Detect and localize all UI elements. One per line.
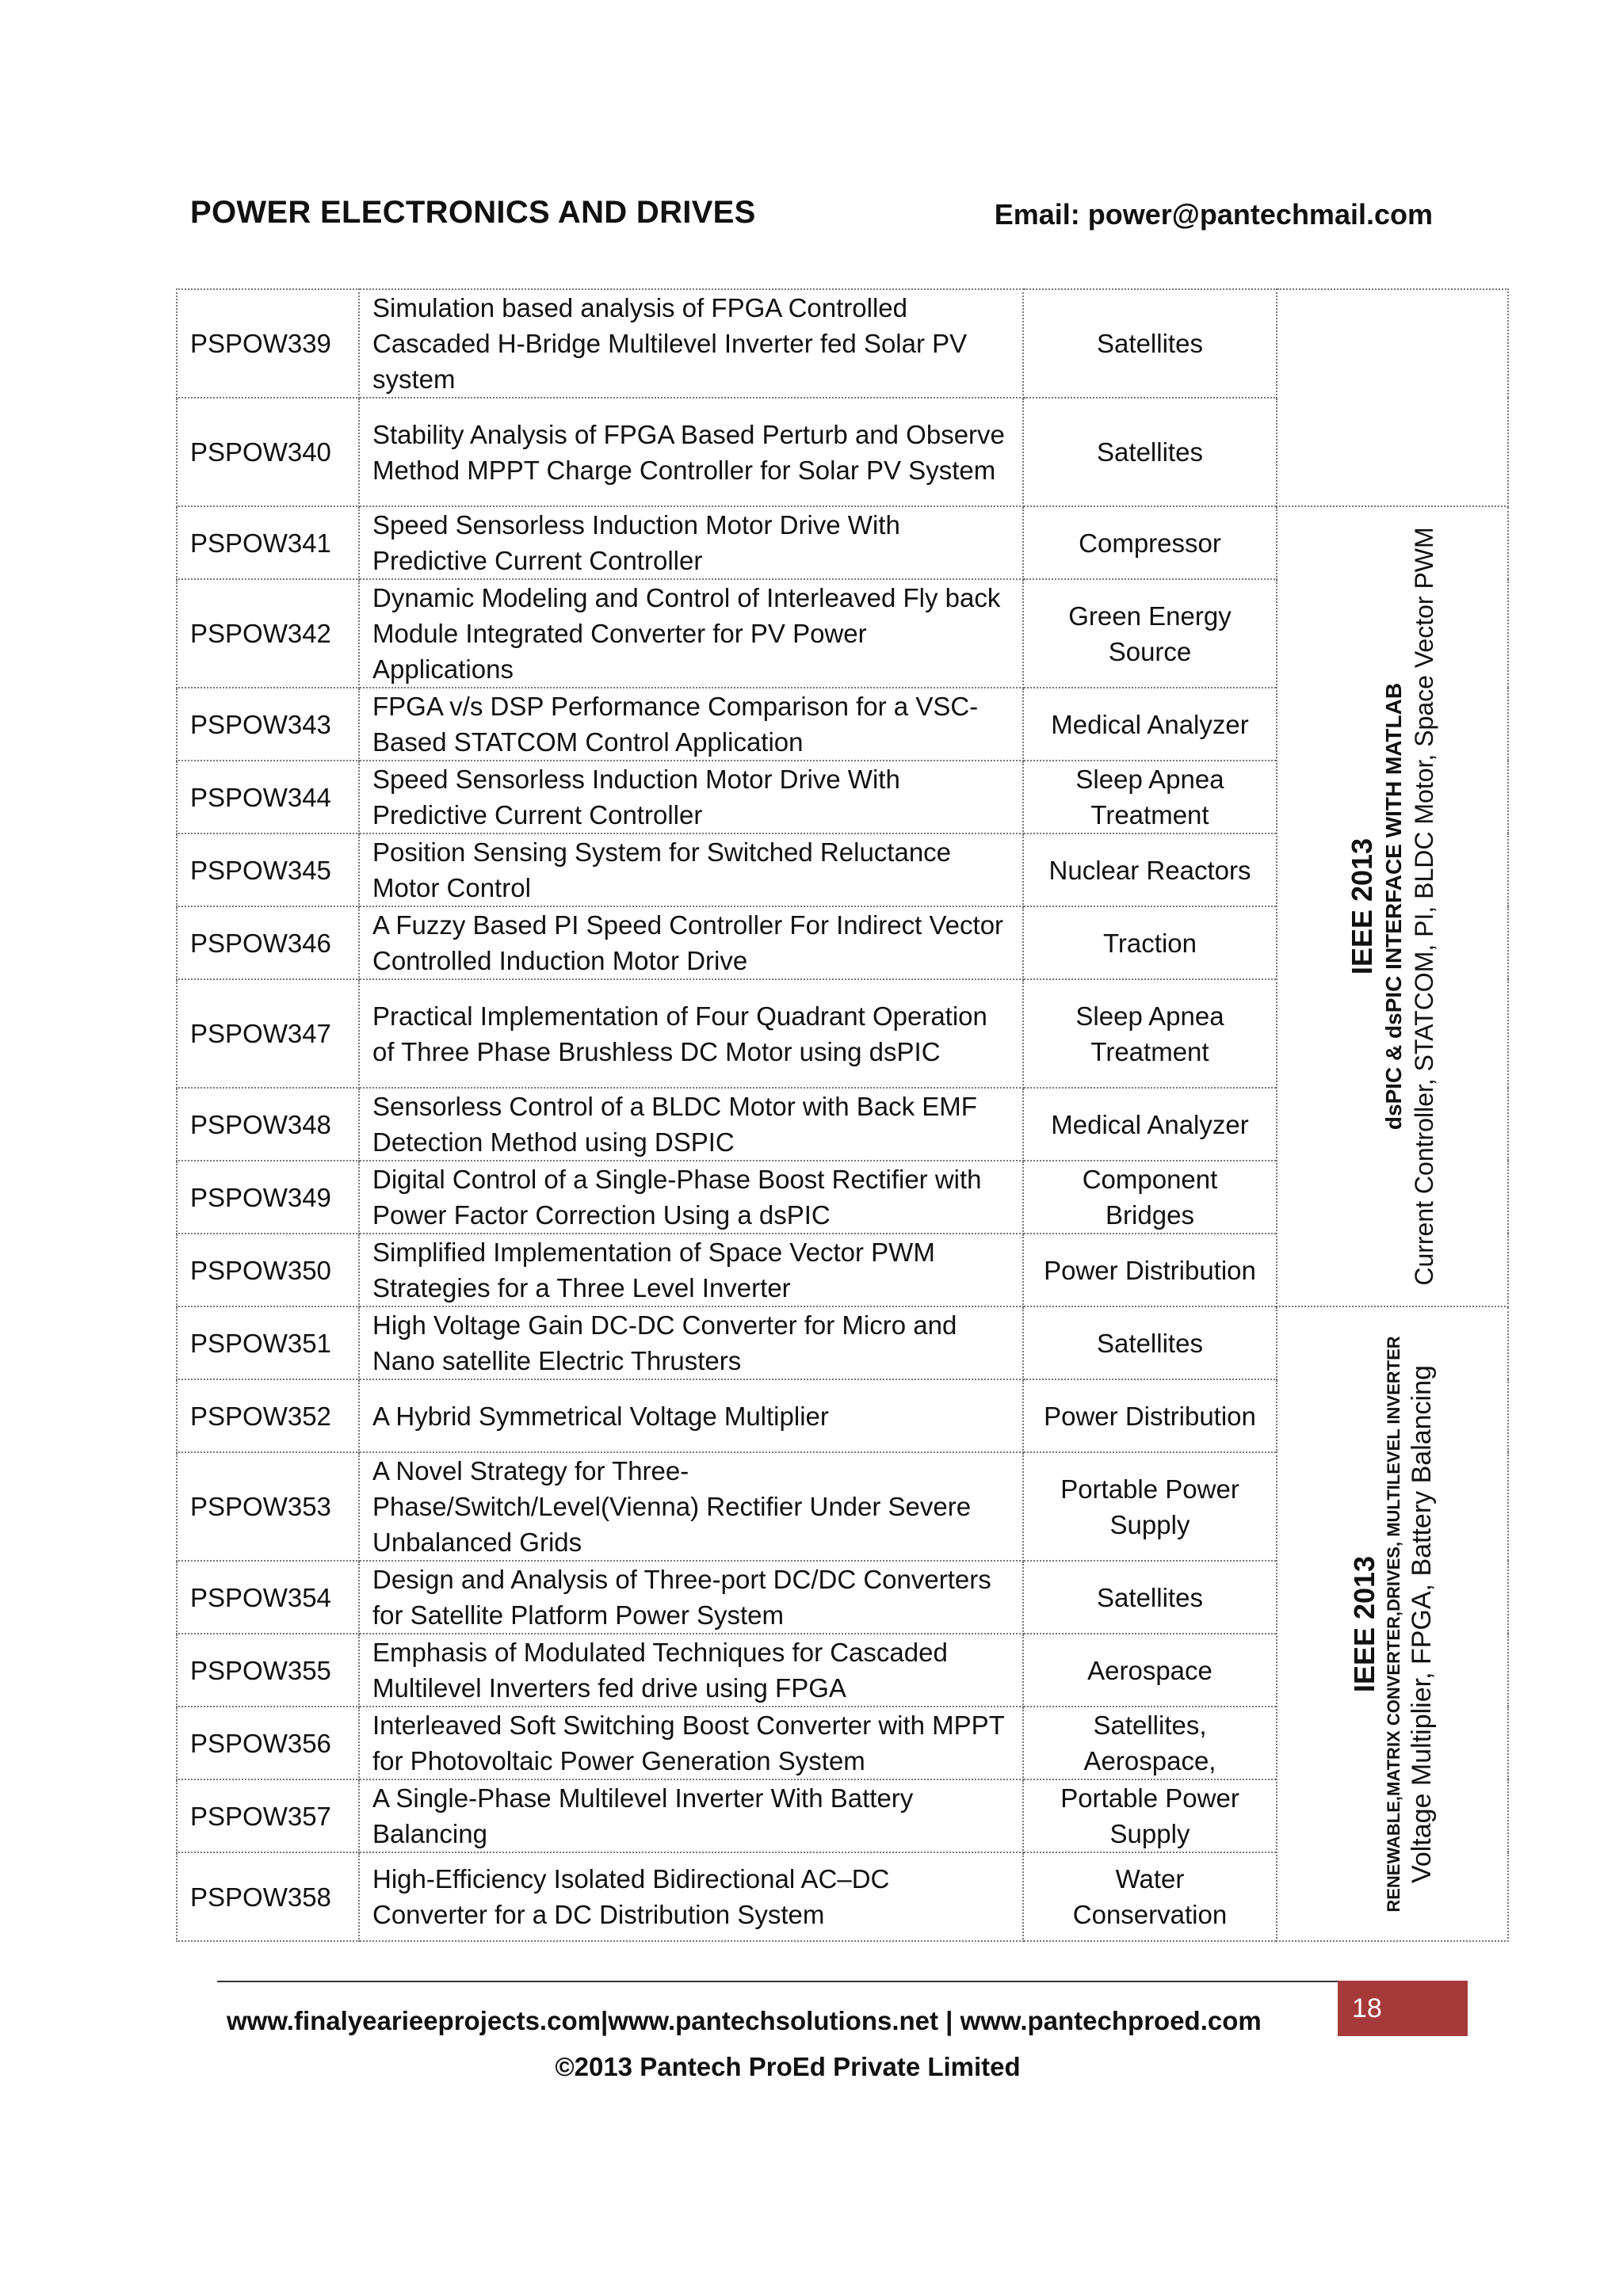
project-code: PSPOW342 <box>177 579 359 688</box>
category-cell-dspic <box>1277 506 1508 1306</box>
project-code: PSPOW358 <box>177 1852 359 1941</box>
project-title: Dynamic Modeling and Control of Interleaved Fly back Module Integrated Converter for PV Power Applications <box>359 579 1023 688</box>
table-row <box>177 1306 1508 1379</box>
project-title: Digital Control of a Single-Phase Boost Rectifier with Power Factor Correction Using a dsPIC <box>359 1161 1023 1234</box>
project-title: A Single-Phase Multilevel Inverter With Battery Balancing <box>359 1779 1023 1852</box>
project-code: PSPOW351 <box>177 1306 359 1379</box>
contact-email: Email: power@pantechmail.com <box>994 198 1433 231</box>
project-application: Component Bridges <box>1023 1161 1277 1234</box>
project-code: PSPOW347 <box>177 979 359 1088</box>
project-title: Speed Sensorless Induction Motor Drive With Predictive Current Controller <box>359 761 1023 833</box>
category-label <box>1347 1336 1438 1912</box>
category-cell-renewable <box>1277 1306 1508 1941</box>
project-application: Sleep Apnea Treatment <box>1023 761 1277 833</box>
project-title: Simplified Implementation of Space Vector PWM Strategies for a Three Level Inverter <box>359 1234 1023 1306</box>
page-footer <box>217 1981 1450 2139</box>
table-row <box>177 289 1508 398</box>
project-application: Portable Power Supply <box>1023 1779 1277 1852</box>
project-title: Design and Analysis of Three-port DC/DC Converters for Satellite Platform Power System <box>359 1561 1023 1634</box>
project-title: Speed Sensorless Induction Motor Drive With Predictive Current Controller <box>359 506 1023 579</box>
project-application: Satellites <box>1023 398 1277 506</box>
project-application: Compressor <box>1023 506 1277 579</box>
project-application: Satellites, Aerospace, <box>1023 1707 1277 1779</box>
project-application: Satellites <box>1023 1561 1277 1634</box>
project-application: Satellites <box>1023 289 1277 398</box>
project-code: PSPOW344 <box>177 761 359 833</box>
project-title: A Novel Strategy for Three-Phase/Switch/Level(Vienna) Rectifier Under Severe Unbalanced Grids <box>359 1452 1023 1561</box>
project-application: Portable Power Supply <box>1023 1452 1277 1561</box>
table-row <box>177 506 1508 579</box>
project-title: High-Efficiency Isolated Bidirectional AC–DC Converter for a DC Distribution System <box>359 1852 1023 1941</box>
page-number: 18 <box>1338 1981 1468 2036</box>
project-code: PSPOW357 <box>177 1779 359 1852</box>
project-application: Nuclear Reactors <box>1023 833 1277 906</box>
project-code: PSPOW339 <box>177 289 359 398</box>
footer-links: www.finalyearieeprojects.com|www.pantechsolutions.net | www.pantechproed.com <box>227 2006 1262 2035</box>
project-title: FPGA v/s DSP Performance Comparison for a VSC-Based STATCOM Control Application <box>359 688 1023 761</box>
project-application: Water Conservation <box>1023 1852 1277 1941</box>
project-title: High Voltage Gain DC-DC Converter for Micro and Nano satellite Electric Thrusters <box>359 1306 1023 1379</box>
project-application: Medical Analyzer <box>1023 688 1277 761</box>
project-title: Emphasis of Modulated Techniques for Cascaded Multilevel Inverters fed drive using FPGA <box>359 1634 1023 1707</box>
project-title: Stability Analysis of FPGA Based Perturb and Observe Method MPPT Charge Controller for Solar PV System <box>359 398 1023 506</box>
project-title: Simulation based analysis of FPGA Controlled Cascaded H-Bridge Multilevel Inverter fed Solar PV system <box>359 289 1023 398</box>
project-code: PSPOW354 <box>177 1561 359 1634</box>
project-application: Medical Analyzer <box>1023 1088 1277 1161</box>
category-title: dsPIC & dsPIC INTERFACE WITH MATLAB <box>1381 682 1406 1131</box>
project-application: Satellites <box>1023 1306 1277 1379</box>
footer-copyright: ©2013 Pantech ProEd Private Limited <box>555 2052 1021 2081</box>
category-topics: Voltage Multiplier, FPGA, Battery Balancing <box>1407 1364 1437 1883</box>
project-code: PSPOW346 <box>177 906 359 979</box>
projects-table <box>176 288 1509 1942</box>
project-title: Sensorless Control of a BLDC Motor with Back EMF Detection Method using DSPIC <box>359 1088 1023 1161</box>
category-label <box>1345 527 1440 1285</box>
category-topics: Current Controller, STATCOM, PI, BLDC Motor, Space Vector PWM <box>1410 527 1438 1286</box>
category-year: IEEE 2013 <box>1346 837 1378 975</box>
project-code: PSPOW355 <box>177 1634 359 1707</box>
project-application: Power Distribution <box>1023 1234 1277 1306</box>
project-application: Power Distribution <box>1023 1379 1277 1452</box>
document-title: POWER ELECTRONICS AND DRIVES <box>190 195 756 230</box>
category-year: IEEE 2013 <box>1348 1555 1381 1692</box>
project-title: Position Sensing System for Switched Reluctance Motor Control <box>359 833 1023 906</box>
project-code: PSPOW343 <box>177 688 359 761</box>
project-code: PSPOW352 <box>177 1379 359 1452</box>
page-header <box>190 195 1433 242</box>
project-code: PSPOW341 <box>177 506 359 579</box>
project-code: PSPOW345 <box>177 833 359 906</box>
project-code: PSPOW353 <box>177 1452 359 1561</box>
project-application: Green Energy Source <box>1023 579 1277 688</box>
project-application: Traction <box>1023 906 1277 979</box>
project-code: PSPOW348 <box>177 1088 359 1161</box>
footer-divider <box>217 1981 1450 1982</box>
project-code: PSPOW356 <box>177 1707 359 1779</box>
project-title: A Hybrid Symmetrical Voltage Multiplier <box>359 1379 1023 1452</box>
project-application: Sleep Apnea Treatment <box>1023 979 1277 1088</box>
project-code: PSPOW350 <box>177 1234 359 1306</box>
project-code: PSPOW349 <box>177 1161 359 1234</box>
project-title: Interleaved Soft Switching Boost Converter with MPPT for Photovoltaic Power Generation System <box>359 1707 1023 1779</box>
category-title: RENEWABLE,MATRIX CONVERTER,DRIVES, MULTILEVEL INVERTER <box>1384 1335 1403 1913</box>
project-title: A Fuzzy Based PI Speed Controller For Indirect Vector Controlled Induction Motor Drive <box>359 906 1023 979</box>
project-code: PSPOW340 <box>177 398 359 506</box>
project-title: Practical Implementation of Four Quadrant Operation of Three Phase Brushless DC Motor using dsPIC <box>359 979 1023 1088</box>
project-application: Aerospace <box>1023 1634 1277 1707</box>
category-cell-empty <box>1277 289 1508 506</box>
